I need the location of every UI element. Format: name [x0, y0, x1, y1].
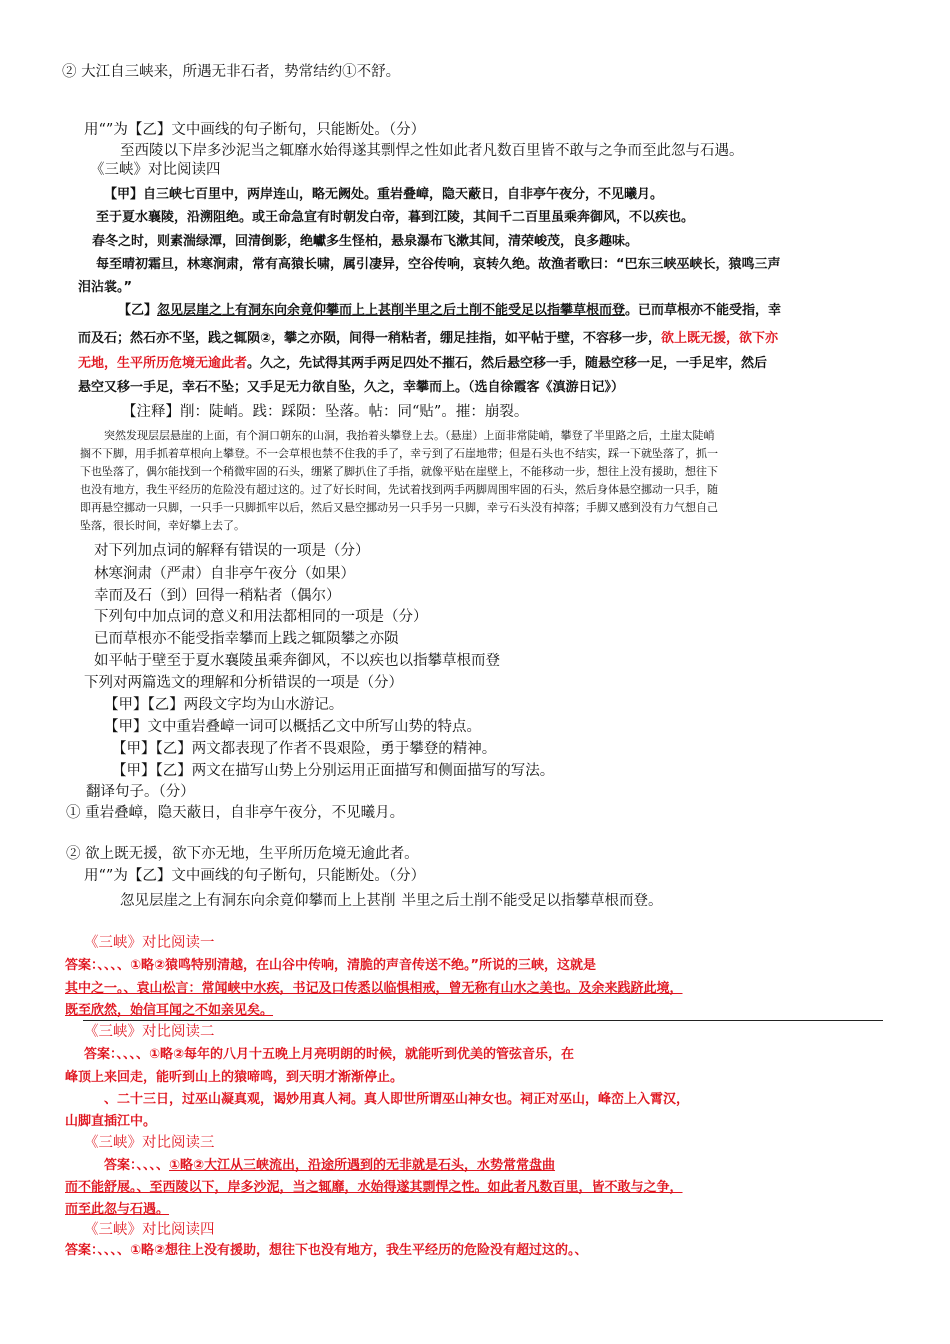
yi-line-3-tail: 石，然后悬空移一手，随悬空移一足，一手足牢，然后 — [455, 356, 768, 371]
yi-line-1 — [118, 301, 781, 321]
yi-red-sentence-b: 无地，生平所历危境无逾此者 — [78, 356, 248, 371]
q2-option-b: 如平帖于壁至于夏水襄陵虽乘奔御风，不以疾也以指攀草根而登 — [94, 653, 500, 669]
answer-title-2: 《三峡》对比阅读二 — [84, 1024, 215, 1040]
answer-3-line-1 — [104, 1156, 555, 1176]
q3-stem: 下列对两篇选文的理解和分析错误的一项是（分） — [84, 675, 403, 691]
answer-3-underlined: ①略②大江从三峡流出，沿途所遇到的无非就是石头，水势常常盘曲 — [169, 1158, 556, 1173]
yi-line-2 — [78, 329, 778, 349]
answer-2-line-4: 山脚直插江中。 — [65, 1114, 157, 1129]
jia-line-5: 泪沾裳。” — [78, 280, 133, 295]
answer-title-4: 《三峡》对比阅读四 — [84, 1222, 215, 1238]
yi-line-3 — [78, 354, 767, 374]
note-line: 【注释】削：陡峭。践：踩陨：坠落。帖：同“贴”。摧：崩裂。 — [122, 404, 529, 420]
answer-title-3: 《三峡》对比阅读三 — [84, 1135, 215, 1151]
q1-option-a: 林寒涧肃（严肃）自非亭午夜分（如果） — [94, 566, 355, 582]
jia-line-1: 【甲】自三峡七百里中，两岸连山，略无阙处。重岩叠嶂，隐天蔽日，自非亭午夜分，不见曦月。 — [104, 187, 664, 202]
yi-red-sentence-a: 欲上既无援，欲下亦 — [661, 331, 779, 346]
answer-3-line-2: 而不能舒展。、至西陵以下，岸多沙泥，当之辄靡，水始得遂其剽悍之性。如此者凡数百里，皆不敢与之争， — [65, 1180, 683, 1195]
jia-line-2: 至于夏水襄陵，沿溯阻绝。或王命急宣有时朝发白帝，暮到江陵，其间千二百里虽乘奔御风，不以疾也。 — [96, 210, 695, 225]
q5-text-a: 忽见层崖之上有洞东向余竟仰攀而上上甚削 — [120, 893, 396, 909]
q4-stem: 翻译句子。（分） — [86, 784, 195, 800]
line-duanju-text: 至西陵以下岸多沙泥当之辄靡水始得遂其剽悍之性如此者凡数百里皆不敢与之争而至此忽与石遇。 — [120, 143, 744, 159]
trans-line-4: 也没有地方，我生平经历的危险没有超过这的。过了好长时间，先试着找到两手两脚周围牢固的石头，然后身体悬空挪动一只手，随 — [80, 483, 718, 496]
yi-line-1-tail: 。已而草根亦不能受指，幸 — [625, 303, 782, 318]
yi-line-4: 悬空又移一手足，幸石不坠；又手足无力欲自坠，久之，幸攀而上。（选自徐霞客《滇游日记》） — [78, 380, 625, 395]
answer-3-prefix: 答案：、、、、 — [104, 1158, 170, 1173]
q3-option-b: 【甲】文中重岩叠嶂一词可以概括乙文中所写山势的特点。 — [104, 719, 481, 735]
answer-1-line-3: 既至欣然，始信耳闻之不如亲见矣。 — [65, 1003, 274, 1018]
yi-line-2-text: 而及石；然石亦不坚，践之辄陨②，攀之亦陨，间得一稍粘者，绷足挂指，如平帖于壁，不容移一步， — [78, 331, 662, 346]
answer-2-line-3: 、二十三日，过巫山凝真观，谒妙用真人祠。真人即世所谓巫山神女也。祠正对巫山，峰峦上入霄汉， — [104, 1092, 690, 1107]
trans-line-5: 即再悬空挪动一只脚，一只手一只脚抓牢以后，然后又悬空挪动另一只手另一只脚，幸亏石头没有掉落；手脚又感到没有力气想自己 — [80, 501, 718, 514]
q5-text-b: 半里之后土削不能受足以指攀草根而登。 — [401, 893, 663, 909]
q2-stem: 下列句中加点词的意义和用法都相同的一项是（分） — [94, 609, 428, 625]
q4-item-2: ② 欲上既无援，欲下亦无地，生平所历危境无逾此者。 — [66, 846, 419, 862]
yi-label: 【乙】 — [118, 303, 158, 318]
yi-underlined-sentence: 忽见层崖之上有洞东向余竟仰攀而上上甚削半里之后土削不能受足以指攀草根而登 — [157, 303, 626, 318]
q3-option-c: 【甲】【乙】两文都表现了作者不畏艰险，勇于攀登的精神。 — [112, 741, 497, 757]
q5-text — [120, 891, 663, 911]
answer-2-line-1: 答案：、、、、①略②每年的八月十五晚上月亮明朗的时候，就能听到优美的管弦音乐，在 — [84, 1047, 575, 1062]
q3-option-d: 【甲】【乙】两文在描写山势上分别运用正面描写和侧面描写的写法。 — [112, 763, 555, 779]
trans-line-6: 坠落，很长时间，幸好攀上去了。 — [80, 519, 245, 532]
answer-4-line-1: 答案：、、、、①略②想往上没有援助，想往下也没有地方，我生平经历的危险没有超过这的。、 — [65, 1243, 588, 1258]
trans-line-2: 搁不下脚，用手抓着草根向上攀登。不一会草根也禁不住我的手了，幸亏到了石崖地带；但是石头也不结实，踩一下就坠落了，抓一 — [80, 447, 718, 460]
jia-line-3: 春冬之时，则素湍绿潭，回清倒影，绝巘多生怪柏，悬泉瀑布飞漱其间，清荣峻茂，良多趣味。 — [92, 234, 639, 249]
trans-line-1: 突然发现层层悬崖的上面，有个洞口朝东的山洞，我抬着头攀登上去。（悬崖）上面非常陡峭，攀登了半里路之后，土崖太陡峭 — [104, 429, 715, 442]
q3-option-a: 【甲】【乙】两段文字均为山水游记。 — [104, 697, 344, 713]
q1-option-b: 幸而及石（到）回得一稍粘者（偶尔） — [94, 588, 341, 604]
answer-1-line-1: 答案：、、、、①略②猿鸣特别清越，在山谷中传响，清脆的声音传送不绝。”所说的三峡，这就是 — [65, 958, 597, 973]
trans-line-3: 下也坠落了，偶尔能找到一个稍微牢固的石头，绷紧了脚扒住了手指，就像平贴在崖壁上，不能移动一步，想往上没有援助，想往下 — [80, 465, 718, 478]
answer-3-line-3: 而至此忽与石遇。 — [65, 1202, 170, 1217]
rule-1 — [83, 1020, 883, 1021]
q4-item-1: ① 重岩叠嶂，隐天蔽日，自非亭午夜分，不见曦月。 — [66, 805, 405, 821]
answer-2-line-2: 峰顶上来回走，能听到山上的猿啼鸣，到天明才渐渐停止。 — [65, 1070, 404, 1085]
answer-1-line-2: 其中之一。、袁山松言：常闻峡中水疾，书记及口传悉以临惧相戒，曾无称有山水之美也。及余来践跻此境， — [65, 981, 683, 996]
section-title-4: 《三峡》对比阅读四 — [90, 162, 221, 178]
q1-stem: 对下列加点词的解释有错误的一项是（分） — [94, 543, 370, 559]
line-duanju-q: 用“”为【乙】文中画线的句子断句，只能断处。（分） — [84, 122, 426, 138]
q2-option-a: 已而草根亦不能受指幸攀而上践之辄陨攀之亦陨 — [94, 631, 399, 647]
answer-title-1: 《三峡》对比阅读一 — [84, 935, 215, 951]
yi-line-3-mid: 。久之，先试得其两手两足四处不摧 — [247, 356, 456, 371]
q5-stem: 用“”为【乙】文中画线的句子断句，只能断处。（分） — [84, 868, 426, 884]
jia-line-4: 每至晴初霜旦，林寒涧肃，常有高猿长啸，属引凄异，空谷传响，哀转久绝。故渔者歌曰：“巴东三峡巫峡长，猿鸣三声 — [96, 257, 781, 272]
line-q2-text: ② 大江自三峡来，所遇无非石者，势常结约①不舒。 — [62, 64, 401, 80]
